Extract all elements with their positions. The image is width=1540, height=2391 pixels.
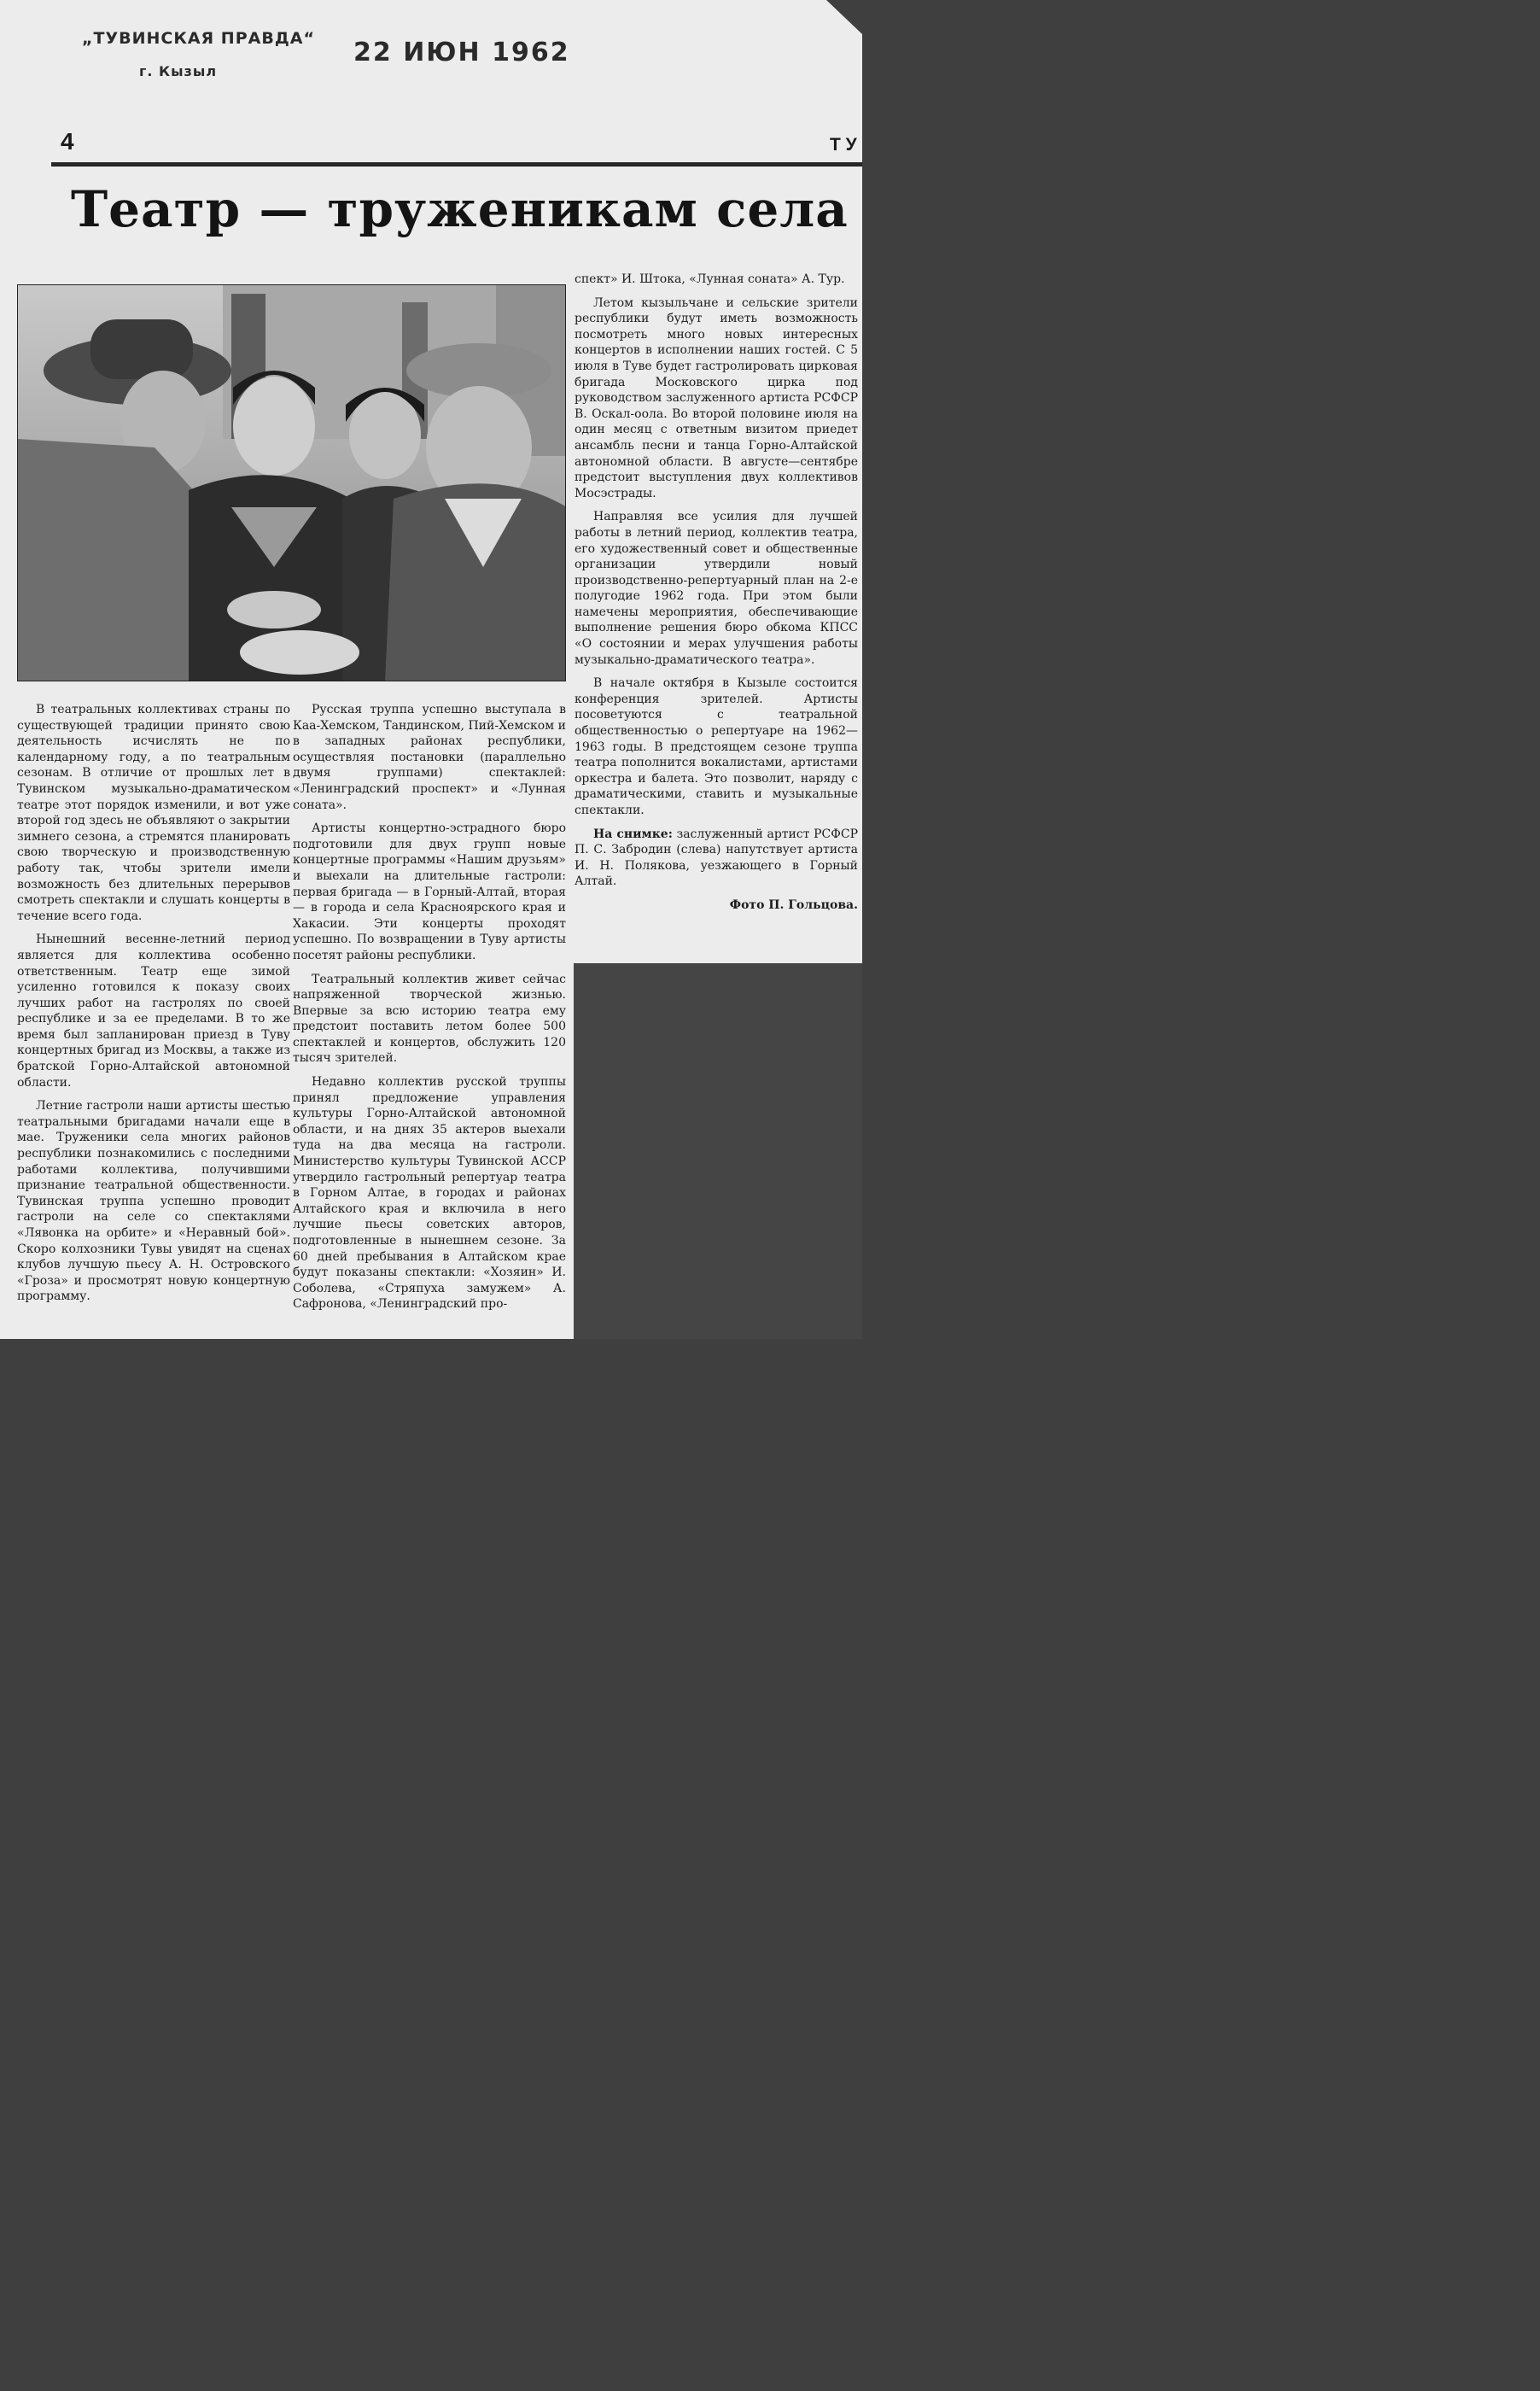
paragraph: Артисты концертно-эстрадного бюро подготовили для двух групп новые концертные программы «Нашим друзьям» и выехали на длительные гастроли: первая бригада — в Горный-Алтай, вторая — в города и села Красноярского края и Хакасии. Эти концерты проходят успешно. По возвращении в Туву артисты посетят районы республики. [293,821,566,962]
article-column-2 [293,702,566,1320]
photo-of-people-shaking-hands-icon [18,285,566,681]
paragraph: Направляя все усилия для лучшей работы в летний период, коллектив театра, его художественный совет и общественные организации утвердили новый производственно-репертуарный план на 2-е полугодие 1962 года. При этом были намечены мероприятия, обеспечивающие выполнение решения бюро обкома КПСС «О состоянии и мерах улучшения работы музыкально-драматического театра». [575,510,858,667]
scan-background [574,963,862,1339]
paragraph: Недавно коллектив русской труппы принял предложение управления культуры Горно-Алтайской автономной области, и на днях 35 актеров выехали туда на два месяца на гастроли. Министерство культуры Тувинской АССР утвердило гастрольный репертуар театра в Горном Алтае, в городах и районах Алтайского края и включила в него лучшие пьесы советских авторов, подготовленные в нынешнем сезоне. За 60 дней пребывания в Алтайском крае будут показаны спектакли: «Хозяин» И. Соболева, «Стряпуха замужем» А. Сафронова, «Ленинградский про- [293,1075,566,1312]
date-stamp: 22 ИЮН 1962 [353,38,570,67]
photo-credit: Фото П. Гольцова. [729,897,858,912]
paragraph: В начале октября в Кызыле состоится конференция зрителей. Артисты посоветуются с театральной общественностью о репертуаре на 1962—1963 годы. В предстоящем сезоне труппа театра пополнится вокалистами, артистами оркестра и балета. Это позволит, наряду с драматическими, ставить и музыкальные спектакли. [575,676,858,817]
article-column-1 [17,702,290,1312]
city-stamp: г. Кызыл [139,63,218,79]
paragraph: Летние гастроли наши артисты шестью театральными бригадами начали еще в мае. Труженики села многих районов республики познакомились с последними работами коллектива, получившими признание театральной общественности. Тувинская труппа успешно проводит гастроли на селе со спектаклями «Лявонка на орбите» и «Неравный бой». Скоро колхозники Тувы увидят на сценах клубов лучшую пьесу А. Н. Островского «Гроза» и просмотрят новую концертную программу. [17,1099,290,1304]
paragraph: Русская труппа успешно выступала в Каа-Хемском, Тандинском, Пий-Хемском и в западных районах республики, осуществляя постановки (параллельно двумя группами) спектаклей: «Ленинградский проспект» и «Лунная соната». [293,703,566,812]
article-photo [17,284,566,681]
paragraph: Летом кызыльчане и сельские зрители республики будут иметь возможность посмотреть много новых интересных концертов в исполнении наших гостей. С 5 июля в Туве будет гастролировать цирковая бригада Московского цирка под руководством заслуженного артиста РСФСР В. Оскал-оола. Во второй половине июля на один месяц с ответным визитом приедет ансамбль песни и танца Горно-Алтайской автономной области. В августе—сентябре предстоит выступления двух коллективов Мосэстрады. [575,295,858,500]
article-headline: Театр — труженикам села [71,180,849,238]
newspaper-name-stamp: „ТУВИНСКАЯ ПРАВДА“ [82,29,315,48]
photo-caption [575,827,858,890]
newspaper-clipping [0,0,862,1339]
caption-label: На снимке: [593,827,673,841]
paragraph: Нынешний весенне-летний период является для коллектива особенно ответственным. Театр еще зимой усиленно готовился к показу своих лучших работ на гастролях по своей республике и за ее пределами. В то же время был запланирован приезд в Туву концертных бригад из Москвы, а также из братской Горно-Алтайской автономной области. [17,932,290,1090]
page-number: 4 [61,128,74,155]
header-rule [51,162,862,167]
paragraph: В театральных коллективах страны по существующей традиции принято свою деятельность исчислять не по календарному году, а по театральным сезонам. В отличие от прошлых лет в Тувинском музыкально-драматическом театре этот порядок изменили, и вот уже второй год здесь не объявляют о закрытии зимнего сезона, а стремятся планировать свою творческую и производственную работу так, чтобы зрители имели возможность без длительных перерывов смотреть спектакли и слушать концерты в течение всего года. [17,703,290,923]
caption-text: заслуженный артист РСФСР П. С. Забродин (слева) напутствует артиста И. Н. Полякова, уезжающего в Горный Алтай. [575,827,858,889]
article-column-3 [575,272,858,921]
page-corner-letters: Т У [830,135,857,155]
paragraph: спект» И. Штока, «Лунная соната» А. Тур. [575,272,845,286]
paragraph: Театральный коллектив живет сейчас напряженной творческой жизнью. Впервые за всю историю театра ему предстоит поставить летом более 500 спектаклей и концертов, обслужить 120 тысяч зрителей. [293,972,566,1066]
